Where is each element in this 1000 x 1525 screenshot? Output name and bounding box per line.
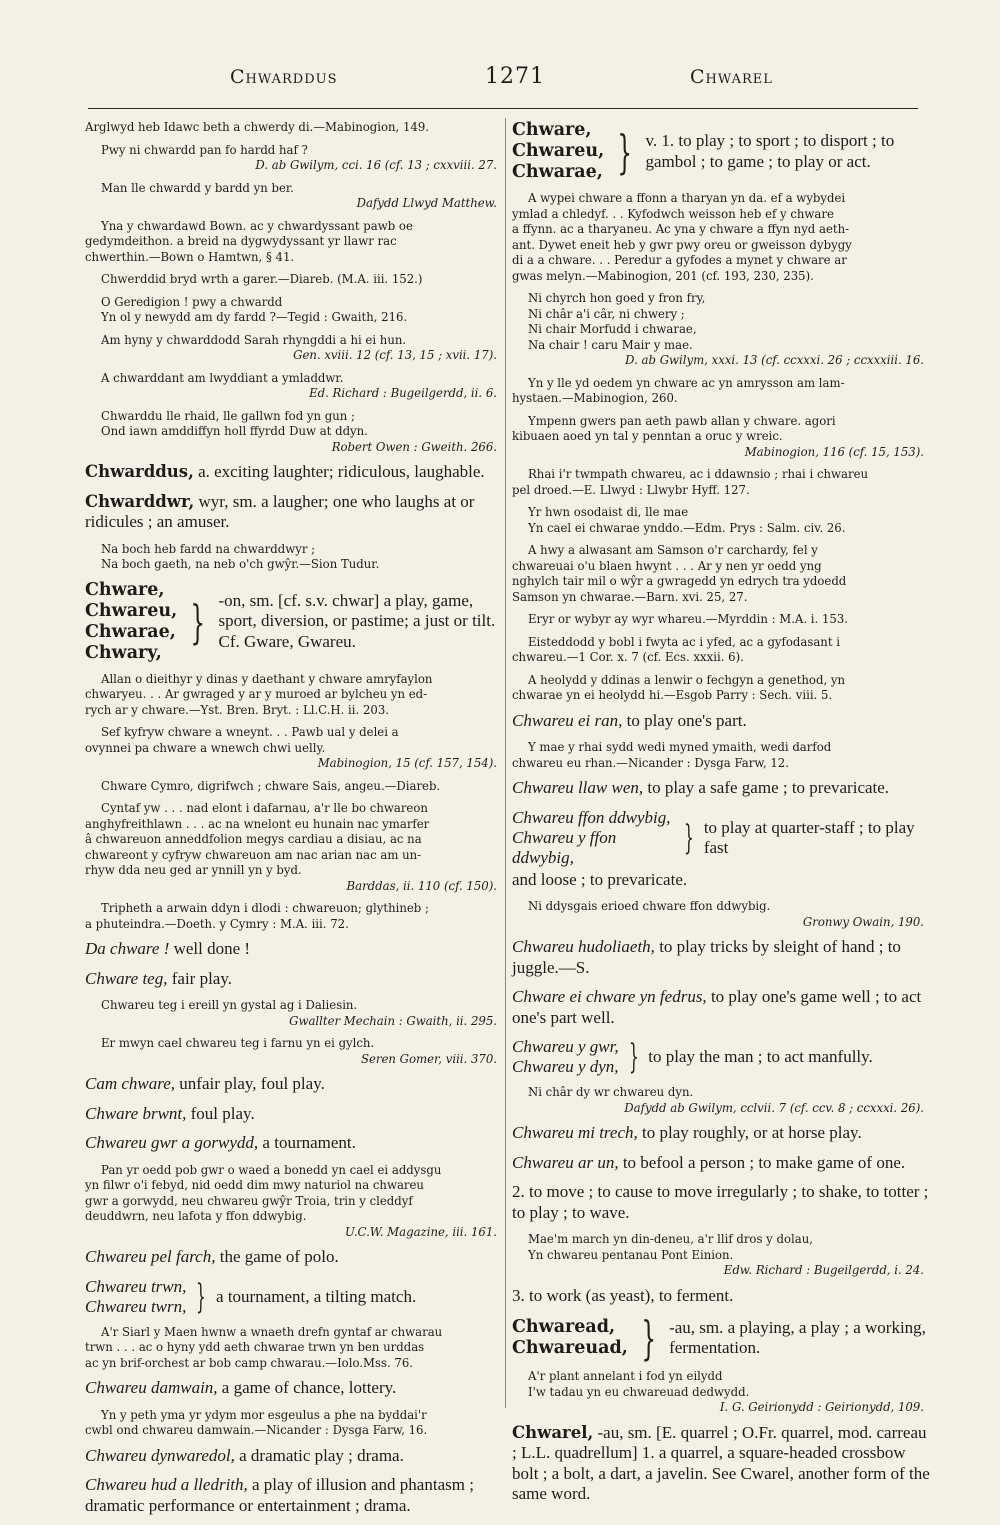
phrase-entry: Chwareu pel farch, the game of polo. [85,1247,339,1266]
quotation: Yn y lle yd oedem yn chware ac yn amrysson am lam- hystaen.—Mabinogion, 260. [512,375,845,405]
quotation: Eryr or wybyr ay wyr whareu.—Myrddin : M.A. i. 153. [528,612,848,626]
left-column [85,120,505,1525]
quotation: Yr hwn osodaist di, lle mae Yn cael ei chwarae ynddo.—Edm. Prys : Salm. civ. 26. [528,505,846,535]
header-right-guideword: Chwarel [690,66,773,88]
brace-icon: } [617,124,633,179]
quotation: Ympenn gwers pan aeth pawb allan y chware. agori kibuaen aoed yn tal y penntan a oruc y wreic. Mabinogion, 116 (cf. 15, 153). [512,413,924,459]
quotation: Er mwyn cael chwareu teg i farnu yn ei gylch. Seren Gomer, viii. 370. [101,1036,497,1066]
quotation: Rhai i'r twmpath chwareu, ac i ddawnsio ; rhai i chwareu pel droed.—E. Llwyd : Llwybr Hyff. 127. [512,467,869,497]
quotation: Ni chyrch hon goed y fron fry, Ni châr a'i câr, ni chwery ; Ni chair Morfudd i chwarae, Na chair ! caru Mair y mae. D. ab Gwilym, xxxi. 13 (cf. ccxxxi. 26 ; ccxxxiii. 16. [528,291,924,367]
quotation: Chwareu teg i ereill yn gystal ag i Daliesin. Gwallter Mechain : Gwaith, ii. 295. [101,998,497,1028]
quotation: Eisteddodd y bobl i fwyta ac i yfed, ac a gyfodasant i chwareu.—1 Cor. x. 7 (cf. Ecs. xxxii. 6). [512,634,840,664]
quotation: Y mae y rhai sydd wedi myned ymaith, wedi darfod chwareu eu rhan.—Nicander : Dysga Farw, 12. [512,740,832,770]
brace-icon: } [641,1311,656,1365]
phrase-group: Chwareu ffon ddwybig, Chwareu y ffon ddwybig, [512,807,671,867]
quotation: Allan o dieithyr y dinas y daethant y chware amryfaylon chwaryeu. . . Ar gwraged y ar y muroed ar bylcheu yn ed- rych ar y chware.—Yst. Bren. Bryt. : Ll.C.H. ii. 203. [85,671,433,717]
brace-icon: } [190,594,206,649]
phrase-entry: Chware brwnt, foul play. [85,1103,255,1123]
phrase-entry: Chwareu dynwaredol, a dramatic play ; drama. [85,1445,404,1465]
headword-group: Chwaread, Chwareuad, [512,1317,628,1358]
phrase-entry: Chwareu ei ran, to play one's part. [512,710,747,730]
phrase-entry: Chware teg, fair play. [85,968,232,988]
phrase-entry: Chwareu damwain, a game of chance, lottery. [85,1378,397,1397]
quotation: Arglwyd heb Idawc beth a chwerdy di.—Mabinogion, 149. [85,120,429,134]
quotation: Chwerddid bryd wrth a garer.—Diareb. (M.A. iii. 152.) [101,272,423,286]
quotation: A chwarddant am lwyddiant a ymladdwr. Ed. Richard : Bugeilgerdd, ii. 6. [101,370,497,400]
definition: to play the man ; to act manfully. [648,1047,873,1066]
definition: -au, sm. [E. quarrel ; O.Fr. quarrel, mod. carreau ; L.L. quadrellum] 1. a quarrel, a square-headed crossbow bolt ; a bolt, a dart, a javelin. See Cwarel, another form of the same word. [512,1422,930,1503]
quotation: Ni ddysgais erioed chware ffon ddwybig. Gronwy Owain, 190. [528,899,924,929]
quotation: Chwarddu lle rhaid, lle gallwn fod yn gun ; Ond iawn amddiffyn holl ffyrdd Duw at ddyn. Robert Owen : Gweith. 266. [101,408,497,454]
phrase-entry: Cam chware, unfair play, foul play. [85,1074,325,1093]
right-column [512,120,932,1514]
page-number: 1271 [485,64,545,89]
quotation: A'r Siarl y Maen hwnw a wnaeth drefn gyntaf ar chwarau trwn . . . ac o hyny ydd aeth chwarae trwn yn ben urddas ac yn brif-orchest ar bob camp chwarau.—Iolo.Mss. 76. [85,1324,443,1370]
phrase-entry: Chwareu llaw wen, to play a safe game ; to prevaricate. [512,778,890,797]
phrase-group: Chwareu y gwr, Chwareu y dyn, [512,1037,619,1076]
definition-continuation: and loose ; to prevaricate. [512,869,688,889]
quotation: Cyntaf yw . . . nad elont i dafarnau, a'r lle bo chwareon anghyfreithlawn . . . ac na wnelont eu hunain nac ymarfer â chwareuon anneddfolion megys cardiau a disiau, ac na chwareont y cyfryw chwareuon am nac arian nac am un- rhyw dda neu ged ar ynnill yn y byd. Barddas, ii. 110 (cf. 150). [85,801,497,893]
sense-entry: 2. to move ; to cause to move irregularly ; to shake, to totter ; to play ; to wave. [512,1182,929,1222]
quotation: Yna y chwardawd Bown. ac y chwardyssant pawb oe gedymdeithon. a breid na dygwydyssant yr llawr rac chwerthin.—Bown o Hamtwn, § 41. [85,218,413,264]
headword: Chwarddus, [85,462,194,481]
dictionary-entry [512,1423,932,1505]
quotation: Mae'm march yn din-deneu, a'r llif dros y dolau, Yn chwareu pentanau Pont Einion. Edw. Richard : Bugeilgerdd, i. 24. [528,1232,924,1277]
grouped-phrase-entry [512,1037,932,1077]
quotation: A'r plant annelant i fod yn eilydd I'w tadau yn eu chwareuad dedwydd. I. G. Geirionydd : Geirionydd, 109. [528,1369,924,1414]
phrase-entry: Chware ei chware yn fedrus, to play one's game well ; to act one's part well. [512,987,922,1027]
phrase-entry: Chwareu hudoliaeth, to play tricks by sleight of hand ; to juggle.—S. [512,937,901,977]
phrase-entry: Chwareu gwr a gorwydd, a tournament. [85,1133,356,1152]
quotation: Pan yr oedd pob gwr o waed a bonedd yn cael ei addysgu yn filwr o'i febyd, nid oedd dim mwy naturiol na chwareu gwr a gorwydd, neu chwareu gwŷr Troia, trin y cleddyf deuddwrn, neu lafota y ffon ddwybig. U.C.W. Magazine, iii. 161. [85,1162,497,1239]
header-left-guideword: Chwarddus [230,66,338,88]
quotation: Pwy ni chwardd pan fo hardd haf ? D. ab Gwilym, cci. 16 (cf. 13 ; cxxviii. 27. [101,142,497,172]
headword: Chwarel, [512,1422,594,1442]
definition: a. exciting laughter; ridiculous, laughable. [198,462,485,481]
brace-icon: } [628,1037,639,1077]
definition: a tournament, a tilting match. [216,1286,417,1306]
phrase-entry: Chwareu mi trech, to play roughly, or at horse play. [512,1123,862,1142]
grouped-phrase-entry [512,808,932,868]
quotation: Ni châr dy wr chwareu dyn. Dafydd ab Gwilym, cclvii. 7 (cf. ccv. 8 ; ccxxxi. 26). [528,1085,924,1115]
quotation: Sef kyfryw chware a wneynt. . . Pawb ual y delei a ovynnei pa chware a wnewch chwi uelly. Mabinogion, 15 (cf. 157, 154). [85,725,497,770]
definition: -on, sm. [cf. s.v. chwar] a play, game, sport, diversion, or pastime; a just or tilt. Cf. Gware, Gwareu. [218,590,496,651]
phrase-group: Chwareu trwn, Chwareu twrn, [85,1276,187,1316]
brace-icon: } [196,1276,207,1317]
headword: Chwarddwr, [85,491,195,511]
phrase-entry: Chwareu ar un, to befool a person ; to make game of one. [512,1152,906,1172]
quotation: O Geredigion ! pwy a chwardd Yn ol y newydd am dy fardd ?—Tegid : Gwaith, 216. [101,294,408,324]
dictionary-entry [85,462,505,483]
definition: v. 1. to play ; to sport ; to disport ; to gambol ; to game ; to play or act. [645,131,895,171]
quotation: Tripheth a arwain ddyn i dlodi : chwareuon; glythineb ; a phuteindra.—Doeth. y Cymry : M.A. iii. 72. [85,901,429,931]
column-divider [505,118,506,1408]
sense-entry: 3. to work (as yeast), to ferment. [512,1285,734,1305]
definition: to play at quarter-staff ; to play fast [703,817,915,857]
grouped-entry [512,1311,932,1365]
grouped-entry [512,120,932,183]
quotation: A heolydd y ddinas a lenwir o fechgyn a genethod, yn chwarae yn ei heolydd hi.—Esgob Parry : Sech. viii. 5. [512,672,846,702]
quotation: Am hyny y chwarddodd Sarah rhyngddi a hi ei hun. Gen. xviii. 12 (cf. 13, 15 ; xvii. 17). [101,332,497,362]
header-rule [88,108,918,109]
quotation: Yn y peth yma yr ydym mor esgeulus a phe na byddai'r cwbl ond chwareu damwain.—Nicander : Dysga Farw, 16. [85,1407,428,1437]
phrase-entry: Chwareu hud a lledrith, a play of illusion and phantasm ; dramatic performance or entertainment ; drama. [85,1475,474,1515]
headword-group: Chware, Chwareu, Chwarae, [512,120,605,182]
quotation: Na boch heb fardd na chwarddwyr ; Na boch gaeth, na neb o'ch gwŷr.—Sion Tudur. [101,541,380,571]
phrase-entry: Da chware ! well done ! [85,939,251,958]
headword-group: Chware, Chwareu, Chwarae, Chwary, [85,579,178,663]
running-header [0,66,1000,96]
quotation: Man lle chwardd y bardd yn ber. Dafydd Llwyd Matthew. [101,180,497,210]
quotation: A hwy a alwasant am Samson o'r carchardy, fel y chwareuai o'u blaen hwynt . . . Ar y nen yr oedd yng nghylch tair mil o wŷr a gwragedd yn edrych tra ydoedd Samson yn chwarae.—Barn. xvi. 25, 27. [512,543,847,604]
definition: -au, sm. a playing, a play ; a working, fermentation. [669,1317,926,1357]
dictionary-entry [85,492,505,533]
definition: wyr, sm. a laugher; one who laughs at or ridicules ; an amuser. [85,491,475,531]
brace-icon: } [684,817,694,858]
grouped-phrase-entry [85,1277,505,1317]
grouped-entry [85,580,505,664]
quotation: A wypei chware a ffonn a tharyan yn da. ef a wybydei ymlad a chledyf. . . Kyfodwch weisson heb ef y chware a ffynn. ac a tharyaneu. Ac yna y chware a ffyn nyd aeth- ant. Dywet eneit heb y gwr pwy oreu or gweisson dybygy di a a chware. . . Peredur a gyfodes a mynet y chware ar gwas melyn.—Mabinogion, 201 (cf. 193, 230, 235). [512,191,852,283]
quotation: Chware Cymro, digrifwch ; chware Sais, angeu.—Diareb. [101,778,441,793]
